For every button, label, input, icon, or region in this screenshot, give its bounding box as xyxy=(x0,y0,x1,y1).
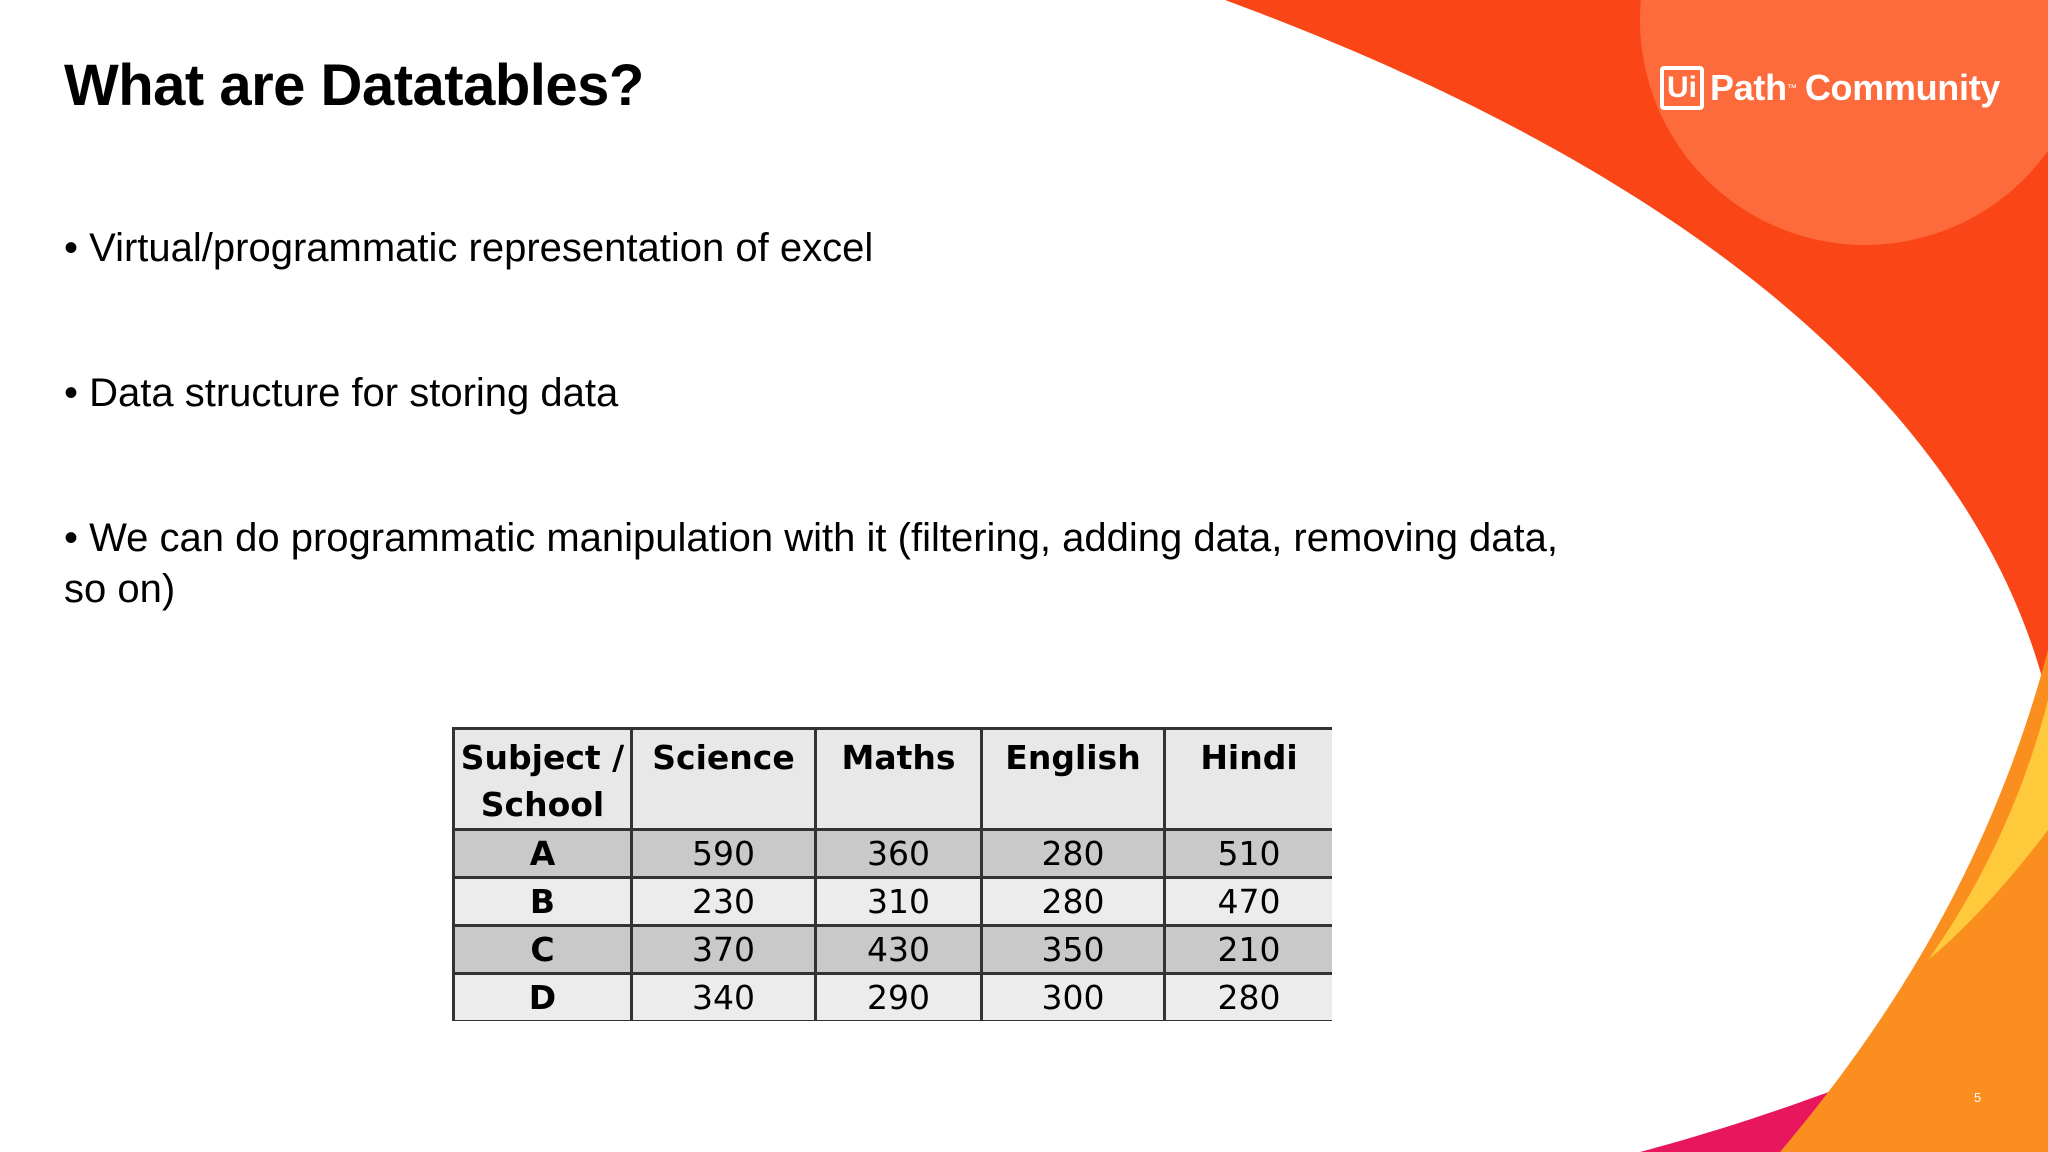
table-header-cell: Hindi xyxy=(1165,729,1333,830)
logo-community-text: Community xyxy=(1804,67,2001,108)
table-cell: 230 xyxy=(632,878,816,926)
logo-trademark: ™ xyxy=(1786,82,1797,94)
table-cell: 470 xyxy=(1165,878,1333,926)
table-cell: 370 xyxy=(632,926,816,974)
table-row xyxy=(454,974,1333,1022)
bullet-item-1: • Virtual/programmatic representation of excel xyxy=(64,226,874,270)
table-row xyxy=(454,830,1333,878)
slide-title: What are Datatables? xyxy=(64,53,644,118)
table-row-label: D xyxy=(454,974,632,1022)
table-row-label: B xyxy=(454,878,632,926)
bullet-item-3: • We can do programmatic manipulation with it (filtering, adding data, removing data, so on) xyxy=(64,516,1559,611)
table-row-label: A xyxy=(454,830,632,878)
table-header-row xyxy=(454,729,1333,830)
table-header-cell: Subject / School xyxy=(454,729,632,830)
table-cell: 430 xyxy=(816,926,982,974)
table-header-cell: Maths xyxy=(816,729,982,830)
table-cell: 590 xyxy=(632,830,816,878)
uipath-community-logo xyxy=(1660,62,2000,114)
table-row xyxy=(454,878,1333,926)
table-cell: 310 xyxy=(816,878,982,926)
datatable-example-image xyxy=(452,727,1332,1021)
table-cell: 210 xyxy=(1165,926,1333,974)
table-header-cell: English xyxy=(982,729,1165,830)
table-cell: 340 xyxy=(632,974,816,1022)
table-row-label: C xyxy=(454,926,632,974)
table-cell: 360 xyxy=(816,830,982,878)
page-number: 5 xyxy=(1974,1090,1982,1105)
table-cell: 280 xyxy=(1165,974,1333,1022)
table-cell: 280 xyxy=(982,830,1165,878)
table-cell: 300 xyxy=(982,974,1165,1022)
logo-ui-box: Ui xyxy=(1660,66,1704,110)
table-cell: 510 xyxy=(1165,830,1333,878)
subject-school-table xyxy=(452,727,1332,1021)
amber-swoosh xyxy=(1780,650,2048,1152)
table-row xyxy=(454,926,1333,974)
bullet-item-2: • Data structure for storing data xyxy=(64,371,619,415)
logo-path-text: Path xyxy=(1710,67,1787,108)
table-cell: 350 xyxy=(982,926,1165,974)
table-header-cell: Science xyxy=(632,729,816,830)
table-cell: 280 xyxy=(982,878,1165,926)
table-cell: 290 xyxy=(816,974,982,1022)
